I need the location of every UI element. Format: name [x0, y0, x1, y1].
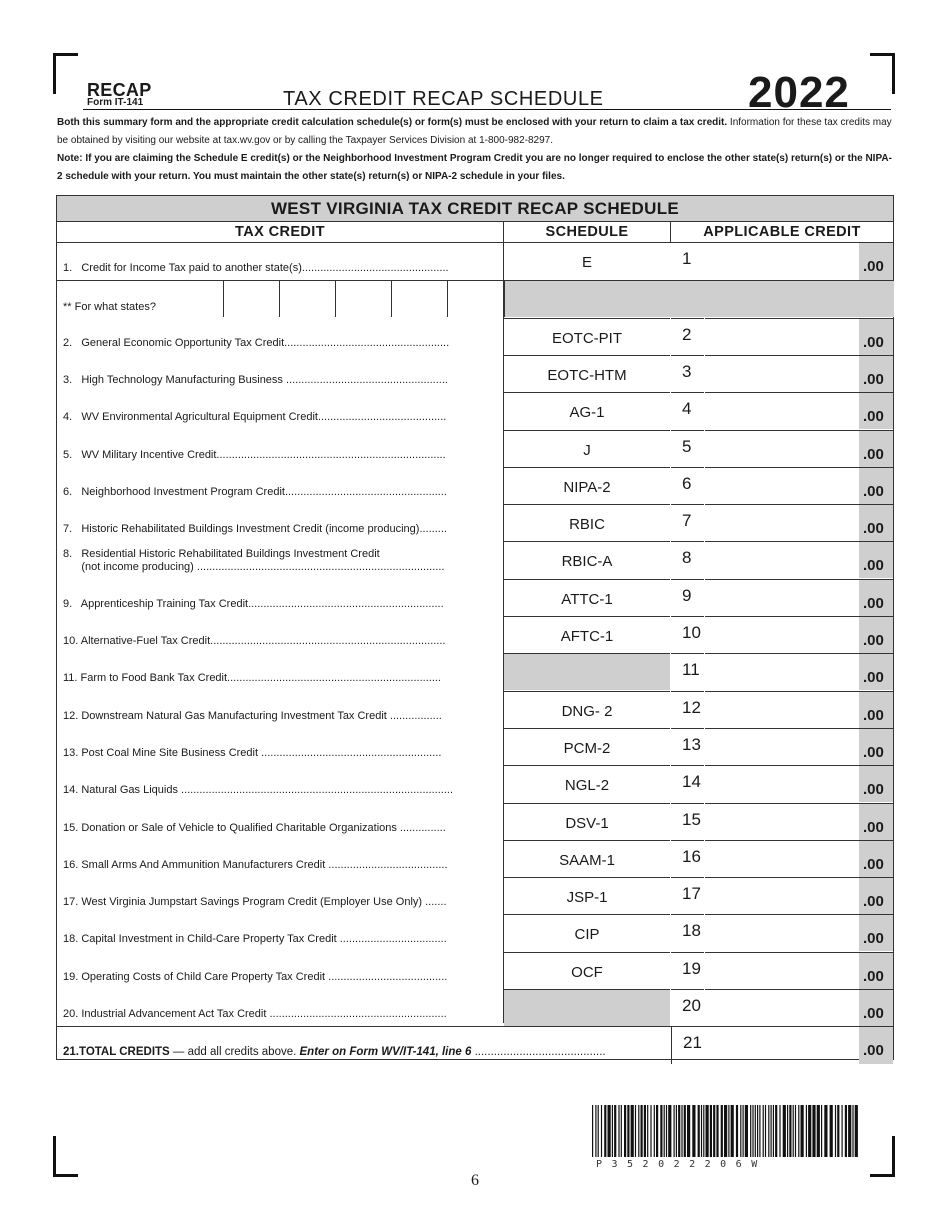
barcode-bar: [824, 1105, 827, 1157]
barcode-bar: [789, 1105, 791, 1157]
credit-amount-field[interactable]: [705, 840, 859, 878]
credit-amount-field[interactable]: [705, 653, 859, 691]
credit-amount-field[interactable]: [705, 355, 859, 393]
line-number: 20: [671, 989, 704, 1026]
cents-field: .00: [859, 355, 893, 392]
total-dots: .........................................: [471, 1046, 606, 1059]
credit-amount-field[interactable]: [705, 579, 859, 617]
schedule-code: NGL-2: [504, 765, 670, 802]
cents-field: .00: [859, 989, 893, 1026]
barcode-bar: [681, 1105, 682, 1157]
barcode-bar: [759, 1105, 760, 1157]
credit-amount-field[interactable]: [705, 803, 859, 841]
barcode-bar: [612, 1105, 613, 1157]
cents-field: .00: [859, 504, 893, 541]
barcode-bar: [631, 1105, 634, 1157]
cents-field: .00: [859, 579, 893, 616]
barcode-bar: [852, 1105, 853, 1157]
barcode-bar: [812, 1105, 815, 1157]
barcode-bar: [795, 1105, 796, 1157]
schedule-code: DNG- 2: [504, 691, 670, 728]
barcode-bar: [808, 1105, 811, 1157]
credit-label: [63, 337, 449, 350]
barcode-bar: [650, 1105, 651, 1157]
barcode-bar: [614, 1105, 616, 1157]
barcode-bar: [621, 1105, 622, 1157]
credit-label: [63, 747, 441, 760]
credit-amount-field[interactable]: [705, 243, 859, 280]
credit-label-line: 20. Industrial Advancement Act Tax Credit ..........................................................: [63, 1008, 447, 1020]
state-entry-box-1[interactable]: [223, 281, 280, 317]
states-shaded-area: [504, 281, 894, 317]
barcode-bar: [750, 1105, 751, 1157]
registration-mark-top-left: [53, 53, 78, 94]
page-number: 6: [471, 1172, 479, 1189]
schedule-code: CIP: [504, 914, 670, 951]
schedule-code: AFTC-1: [504, 616, 670, 653]
line-number: 17: [671, 877, 704, 914]
barcode-bar: [706, 1105, 709, 1157]
credit-row-9: [57, 579, 893, 616]
barcode-bar: [837, 1105, 839, 1157]
schedule-code: NIPA-2: [504, 467, 670, 504]
registration-mark-top-right: [870, 53, 895, 94]
barcode-bar: [713, 1105, 715, 1157]
credit-label-line: 4. WV Environmental Agricultural Equipment Credit..........................................: [63, 411, 447, 424]
barcode-bar: [765, 1105, 766, 1157]
states-row: [57, 280, 893, 318]
barcode-bar: [817, 1105, 820, 1157]
barcode-bar: [660, 1105, 662, 1157]
barcode-bar: [821, 1105, 822, 1157]
credit-amount-field[interactable]: [705, 318, 859, 356]
cents-field: .00: [859, 914, 893, 951]
credit-row-15: [57, 803, 893, 840]
credit-row-10: [57, 616, 893, 653]
barcode-bar: [666, 1105, 667, 1157]
state-entry-box-4[interactable]: [391, 281, 448, 317]
credit-label: [63, 1008, 447, 1021]
barcode-bar: [601, 1105, 602, 1157]
barcode-bar: [793, 1105, 794, 1157]
barcode-bar: [787, 1105, 788, 1157]
line-number: 21: [671, 1027, 704, 1064]
barcode-bar: [641, 1105, 643, 1157]
schedule-code: J: [504, 430, 670, 467]
cents-field: .00: [859, 728, 893, 765]
credit-row-12: [57, 691, 893, 728]
credit-label: [63, 635, 445, 648]
barcode-bar: [618, 1105, 619, 1157]
note-text: Note: If you are claiming the Schedule E credit(s) or the Neighborhood Investment Program Credit you are no longer required to enclose the other state(s) return(s) or the NIPA-2 schedule with your return. You must maintain the other state(s) return(s) or NIPA-2 schedule in your files.: [57, 153, 892, 182]
schedule-code: E: [581, 254, 592, 271]
credit-row-3: [57, 355, 893, 392]
credit-label: [63, 598, 444, 611]
schedule-code: AG-1: [504, 392, 670, 429]
line-number: 1: [682, 249, 692, 268]
credit-label: [63, 710, 442, 723]
credit-row-11: [57, 653, 893, 690]
barcode-bar: [698, 1105, 700, 1157]
credit-row-1: [57, 243, 893, 280]
barcode-bar: [678, 1105, 680, 1157]
cents-field: .00: [859, 318, 893, 355]
schedule-code: DSV-1: [504, 803, 670, 840]
credit-row-8: [57, 541, 893, 578]
credit-amount-field[interactable]: [705, 877, 859, 915]
line-number: 13: [671, 728, 704, 765]
cents-field: .00: [859, 616, 893, 653]
barcode-bar: [775, 1105, 777, 1157]
line-number: 7: [671, 504, 704, 541]
credit-amount-field[interactable]: [705, 765, 859, 803]
total-instruction: — add all credits above.: [169, 1046, 300, 1059]
credit-amount-field[interactable]: [705, 952, 859, 990]
credit-row-16: [57, 840, 893, 877]
barcode: [592, 1105, 860, 1157]
credit-label: [63, 784, 453, 797]
credit-amount-field[interactable]: [705, 541, 859, 579]
barcode-bar: [763, 1105, 764, 1157]
total-credits-row: [57, 1026, 893, 1064]
cents-field: .00: [859, 430, 893, 467]
barcode-bar: [721, 1105, 723, 1157]
credit-label: [63, 449, 446, 462]
line-number: 15: [671, 803, 704, 840]
barcode-bar: [771, 1105, 772, 1157]
credit-row-7: [57, 504, 893, 541]
cents-field: .00: [859, 1027, 893, 1064]
barcode-bar: [687, 1105, 690, 1157]
credit-label: [63, 523, 447, 536]
credit-amount-field[interactable]: [705, 430, 859, 468]
registration-mark-bottom-right: [870, 1136, 895, 1177]
state-entry-box-5[interactable]: [447, 281, 504, 317]
line-number: 18: [671, 914, 704, 951]
barcode-bar: [654, 1105, 655, 1157]
credit-label: [63, 822, 446, 835]
line-number: 14: [671, 765, 704, 802]
barcode-bar: [752, 1105, 753, 1157]
barcode-bar: [724, 1105, 727, 1157]
barcode-bar: [736, 1105, 738, 1157]
cents-field: .00: [859, 840, 893, 877]
barcode-bar: [684, 1105, 686, 1157]
barcode-bar: [845, 1105, 847, 1157]
schedule-code: RBIC-A: [504, 541, 670, 578]
barcode-bar: [668, 1105, 671, 1157]
credit-label-line: 18. Capital Investment in Child-Care Property Tax Credit ...................................: [63, 933, 447, 946]
intro-text: [57, 114, 895, 150]
intro-bold: Both this summary form and the appropriate credit calculation schedule(s) or form(s) must be enclosed with your return to claim a tax credit.: [57, 117, 728, 128]
barcode-bar: [842, 1105, 843, 1157]
barcode-bar: [830, 1105, 833, 1157]
credit-label-line: 8. Residential Historic Rehabilitated Buildings Investment Credit: [63, 548, 380, 561]
credit-row-4: [57, 392, 893, 429]
barcode-bar: [692, 1105, 695, 1157]
credit-label-line: 19. Operating Costs of Child Care Property Tax Credit .......................................: [63, 970, 448, 983]
credit-amount-field[interactable]: [705, 467, 859, 505]
barcode-bar: [664, 1105, 665, 1157]
line-number: 16: [671, 840, 704, 877]
credit-label-line: 9. Apprenticeship Training Tax Credit................................................................: [63, 597, 444, 610]
barcode-bar: [757, 1105, 758, 1157]
total-number: 21.: [63, 1046, 79, 1059]
credit-amount-field[interactable]: [705, 989, 859, 1027]
cents-field: .00: [859, 653, 893, 690]
total-amount-field[interactable]: [705, 1027, 859, 1064]
credit-amount-field[interactable]: [705, 914, 859, 952]
cents-field: .00: [859, 952, 893, 989]
column-header-applicable-credit: APPLICABLE CREDIT: [703, 224, 861, 240]
page-title: TAX CREDIT RECAP SCHEDULE: [283, 88, 604, 110]
credit-row-19: [57, 952, 893, 989]
cents-field: .00: [859, 877, 893, 914]
recap-table: [56, 195, 894, 1060]
credit-amount-field[interactable]: [705, 616, 859, 654]
column-header-schedule: SCHEDULE: [545, 224, 629, 240]
line-number: 9: [671, 579, 704, 616]
barcode-bar: [592, 1105, 593, 1157]
barcode-bar: [656, 1105, 658, 1157]
barcode-bar: [745, 1105, 748, 1157]
credit-label: [63, 486, 447, 499]
line-number: 12: [671, 691, 704, 728]
credit-label-line: 15. Donation or Sale of Vehicle to Qualified Charitable Organizations ...............: [63, 821, 446, 834]
barcode-bar: [674, 1105, 675, 1157]
barcode-bar: [801, 1105, 804, 1157]
barcode-bar: [635, 1105, 636, 1157]
credit-label: [63, 672, 441, 685]
total-credits-label: [63, 1046, 606, 1059]
cents-field: .00: [859, 392, 893, 429]
credit-amount-field[interactable]: [705, 392, 859, 430]
line-number: 5: [671, 430, 704, 467]
barcode-bar: [598, 1105, 599, 1157]
schedule-code: SAAM-1: [504, 840, 670, 877]
credit-label: [63, 262, 449, 275]
credit-label: [63, 933, 447, 946]
schedule-code: JSP-1: [504, 877, 670, 914]
credit-row-5: [57, 430, 893, 467]
credit-label: [63, 896, 447, 909]
tax-year: 2022: [748, 68, 850, 117]
barcode-bar: [728, 1105, 729, 1157]
state-entry-box-3[interactable]: [335, 281, 392, 317]
credit-label-line: 6. Neighborhood Investment Program Credit.....................................................: [63, 485, 447, 498]
barcode-bar: [701, 1105, 702, 1157]
header-rule: [83, 109, 891, 110]
line-number: 6: [671, 467, 704, 504]
credit-row-13: [57, 728, 893, 765]
barcode-bar: [783, 1105, 786, 1157]
credit-label-line: 17. West Virginia Jumpstart Savings Program Credit (Employer Use Only) .......: [63, 896, 447, 909]
schedule-code: [504, 653, 670, 690]
barcode-bar: [604, 1105, 606, 1157]
barcode-bar: [703, 1105, 704, 1157]
credit-row-20: [57, 989, 893, 1026]
barcode-bar: [627, 1105, 629, 1157]
state-entry-box-2[interactable]: [279, 281, 336, 317]
barcode-bar: [755, 1105, 756, 1157]
states-label: ** For what states?: [63, 301, 156, 314]
credit-label: [63, 411, 446, 424]
barcode-bar: [710, 1105, 712, 1157]
total-destination: Enter on Form WV/IT-141, line 6: [299, 1046, 472, 1059]
credit-label-line: 5. WV Military Incentive Credit...........................................................................: [63, 448, 446, 461]
line-number: 8: [671, 541, 704, 578]
barcode-bar: [595, 1105, 596, 1157]
credit-row-14: [57, 765, 893, 802]
line-number: 19: [671, 952, 704, 989]
intro-normal: Information for these tax credits may be obtained by visiting our website at tax.wv.gov or by calling the Taxpayer Services Division at 1-800-982-8297.: [57, 117, 892, 146]
barcode-number: P352022206W: [596, 1159, 767, 1170]
credit-label-line: 13. Post Coal Mine Site Business Credit ...........................................................: [63, 746, 442, 759]
barcode-bar: [768, 1105, 769, 1157]
barcode-bar: [644, 1105, 646, 1157]
credit-label-line: 3. High Technology Manufacturing Business .....................................................: [63, 373, 448, 386]
barcode-bar: [773, 1105, 774, 1157]
credit-label-line: 2. General Economic Opportunity Tax Credit......................................................: [63, 336, 450, 349]
schedule-code: EOTC-PIT: [504, 318, 670, 355]
barcode-bar: [740, 1105, 741, 1157]
barcode-bar: [608, 1105, 611, 1157]
table-title: WEST VIRGINIA TAX CREDIT RECAP SCHEDULE: [57, 196, 893, 222]
credit-amount-field[interactable]: [705, 691, 859, 729]
credit-label-line: 11. Farm to Food Bank Tax Credit......................................................................: [63, 672, 441, 685]
cents-field: .00: [859, 243, 893, 280]
barcode-bar: [806, 1105, 807, 1157]
line-number: 10: [671, 616, 704, 653]
barcode-bar: [716, 1105, 718, 1157]
registration-mark-bottom-left: [53, 1136, 78, 1177]
credit-amount-field[interactable]: [705, 504, 859, 542]
barcode-bar: [624, 1105, 626, 1157]
barcode-bar: [855, 1105, 858, 1157]
cents-field: .00: [859, 691, 893, 728]
form-code: RECAP: [87, 80, 152, 100]
schedule-code: PCM-2: [504, 728, 670, 765]
barcode-bar: [743, 1105, 744, 1157]
column-header-tax-credit: TAX CREDIT: [235, 224, 325, 240]
form-name: Form IT-141: [87, 97, 144, 108]
credit-label: [63, 548, 444, 574]
line-number: 4: [671, 392, 704, 429]
divider-schedule-credit-head: [670, 221, 671, 243]
credit-label: [63, 374, 448, 387]
barcode-bar: [647, 1105, 648, 1157]
credit-amount-field[interactable]: [705, 728, 859, 766]
credit-row-2: [57, 318, 893, 355]
cents-field: .00: [859, 803, 893, 840]
total-title: TOTAL CREDITS: [79, 1046, 170, 1059]
credit-label-line: 1. Credit for Income Tax paid to another state(s)................................................: [63, 262, 449, 274]
schedule-code: OCF: [504, 952, 670, 989]
barcode-bar: [798, 1105, 799, 1157]
credit-label: [63, 859, 448, 872]
barcode-bar: [848, 1105, 851, 1157]
schedule-code: RBIC: [504, 504, 670, 541]
barcode-bar: [779, 1105, 780, 1157]
credit-label-line: 7. Historic Rehabilitated Buildings Investment Credit (income producing).........: [63, 523, 447, 536]
schedule-code: ATTC-1: [504, 579, 670, 616]
barcode-bar: [835, 1105, 836, 1157]
credit-label-line: 16. Small Arms And Ammunition Manufacturers Credit .......................................: [63, 858, 448, 871]
credit-label-line: 10. Alternative-Fuel Tax Credit.............................................................................: [63, 635, 446, 647]
schedule-code: [504, 989, 670, 1026]
line-number: 2: [671, 318, 704, 355]
cents-field: .00: [859, 765, 893, 802]
credit-label-line-2: (not income producing) .................................................................................: [63, 561, 445, 574]
credit-label-line: 12. Downstream Natural Gas Manufacturing Investment Tax Credit .................: [63, 709, 442, 722]
barcode-bar: [676, 1105, 677, 1157]
cents-field: .00: [859, 467, 893, 504]
schedule-code: EOTC-HTM: [504, 355, 670, 392]
credit-row-17: [57, 877, 893, 914]
credit-label: [63, 971, 447, 984]
cents-field: .00: [859, 541, 893, 578]
line-number: 11: [671, 653, 704, 690]
credit-label-line: 14. Natural Gas Liquids .........................................................................................: [63, 784, 454, 797]
credit-row-18: [57, 914, 893, 951]
credit-row-6: [57, 467, 893, 504]
line-number: 3: [671, 355, 704, 392]
barcode-bar: [731, 1105, 734, 1157]
barcode-bar: [638, 1105, 639, 1157]
